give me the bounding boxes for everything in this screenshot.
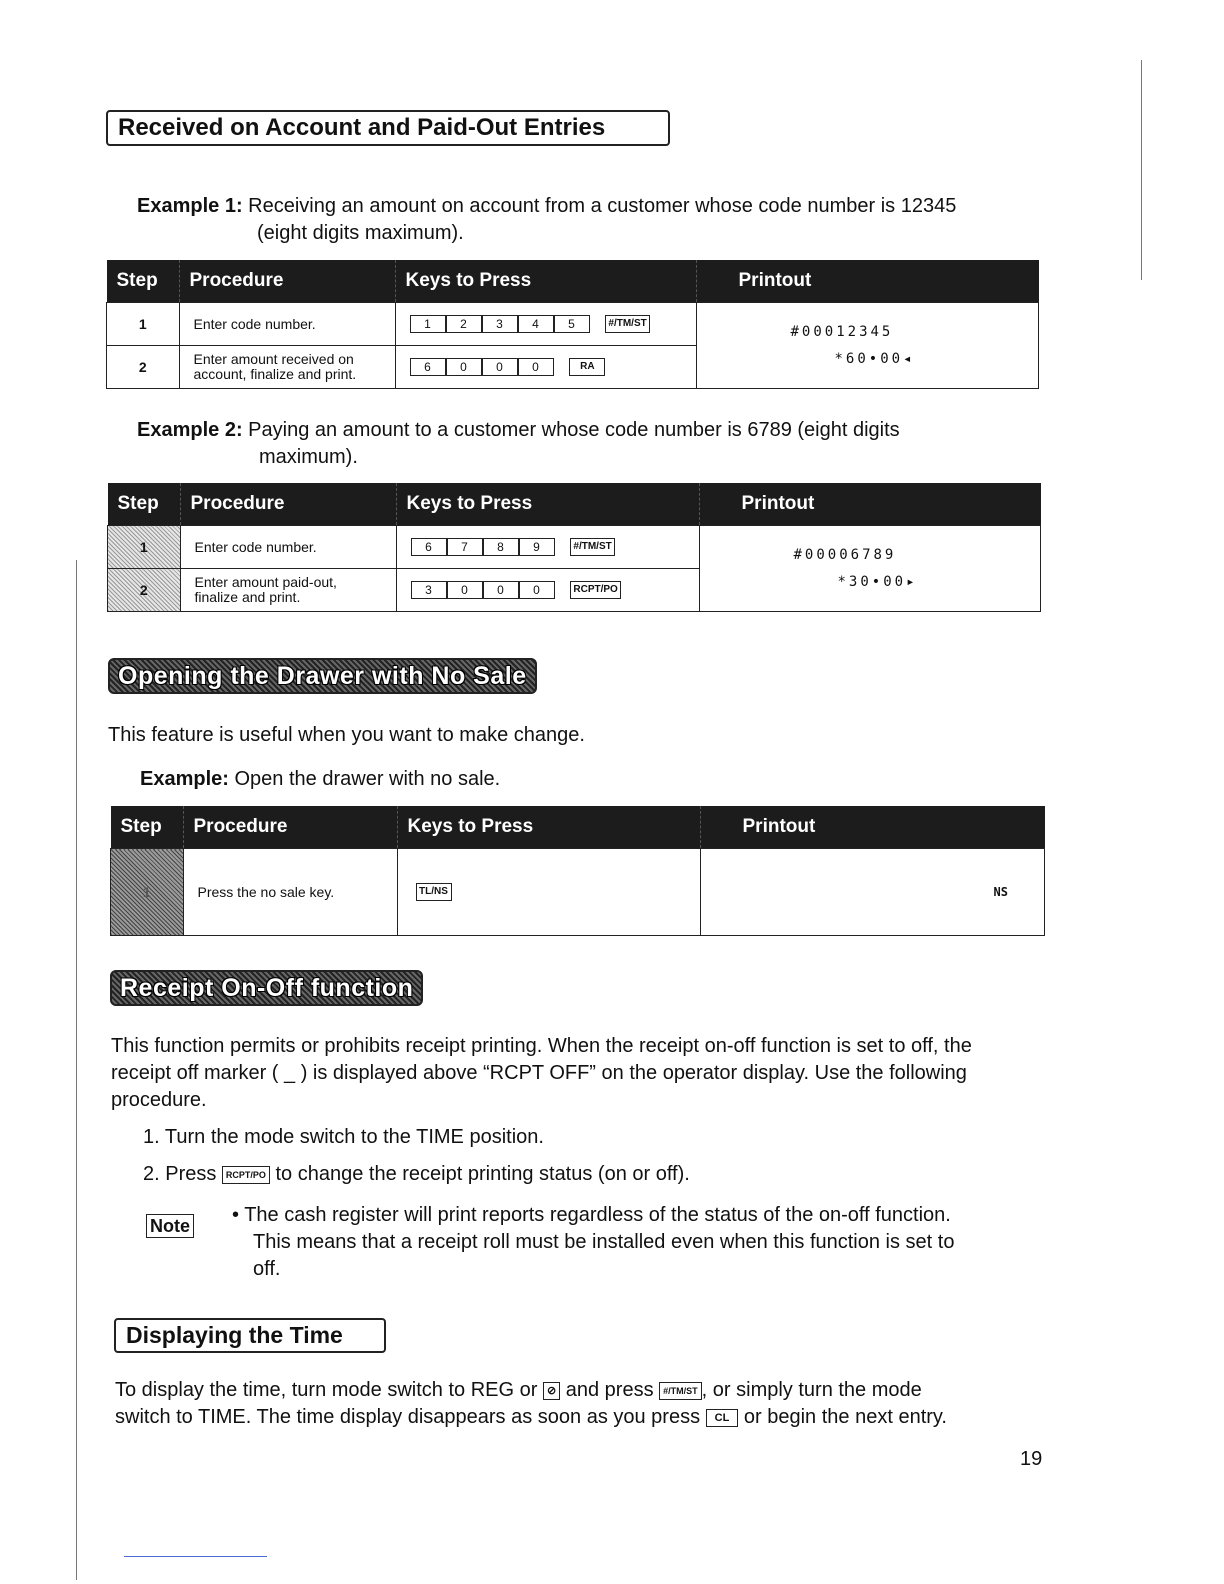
tm-st-key: #/TM/ST [570, 538, 614, 556]
key-3: 3 [411, 581, 447, 599]
procedure-text: Enter code number. [179, 303, 395, 346]
col-step: Step [107, 260, 180, 303]
note-line2: This means that a receipt roll must be installed even when this function is set to [253, 1231, 955, 1253]
keys-to-press [395, 346, 696, 389]
step-number: 1 [108, 526, 181, 569]
section-title-received-paid-out: Received on Account and Paid-Out Entries [106, 110, 670, 146]
example1-text: Receiving an amount on account from a customer whose code number is 12345 [248, 195, 957, 217]
procedure-text: Enter amount received on account, finalize and print. [179, 346, 395, 389]
key-1: 1 [410, 315, 446, 333]
printout-line-amount: *30•00▸ [837, 573, 918, 590]
section-title-no-sale: Opening the Drawer with No Sale [108, 658, 537, 694]
example2-text-cont: maximum). [259, 446, 358, 468]
key-7: 7 [447, 538, 483, 556]
example1 [137, 193, 1057, 247]
col-step: Step [108, 483, 181, 526]
printout-line-code: #00012345 [790, 323, 894, 340]
keys-to-press [395, 303, 696, 346]
left-margin-line [76, 560, 77, 1580]
key-3: 3 [482, 315, 518, 333]
keys-to-press [396, 569, 699, 612]
key-0: 0 [519, 581, 555, 599]
example1-label: Example 1: [137, 195, 243, 217]
tl-ns-key: TL/NS [416, 883, 452, 901]
cl-key: CL [706, 1409, 739, 1427]
section-title-displaying-time: Displaying the Time [114, 1318, 386, 1353]
table-row [108, 526, 1041, 569]
col-procedure: Procedure [183, 806, 397, 849]
section-title-receipt-on-off: Receipt On-Off function [110, 970, 423, 1006]
note-text [232, 1202, 1052, 1283]
time-line1-c: , or simply turn the mode [701, 1379, 922, 1401]
col-printout: Printout [700, 806, 1045, 849]
receipt-step-2 [143, 1161, 690, 1188]
rcpt-po-key: RCPT/PO [222, 1166, 270, 1184]
no-sale-example-label: Example: [140, 768, 229, 790]
receipt-paragraph [111, 1033, 1056, 1114]
procedure-text: Press the no sale key. [183, 849, 397, 936]
time-line2-a: switch to TIME. The time display disappears as soon as you press [115, 1406, 701, 1428]
printout: NS [700, 849, 1045, 936]
key-4: 4 [518, 315, 554, 333]
bottom-rule [124, 1556, 267, 1557]
receipt-para-line3: procedure. [111, 1089, 207, 1111]
right-margin-line [1141, 60, 1142, 280]
key-6: 6 [411, 538, 447, 556]
no-sale-intro: This feature is useful when you want to make change. [108, 724, 585, 746]
rcpt-po-key: RCPT/PO [570, 581, 620, 599]
col-printout: Printout [696, 260, 1039, 303]
example1-table [106, 260, 1039, 389]
no-sale-example [140, 766, 500, 793]
example2 [137, 417, 1057, 471]
col-printout: Printout [699, 483, 1041, 526]
no-sale-example-text: Open the drawer with no sale. [234, 768, 501, 790]
key-0: 0 [483, 581, 519, 599]
receipt-step-1: 1. Turn the mode switch to the TIME position. [143, 1126, 544, 1148]
note-label: Note [146, 1214, 194, 1238]
receipt-step-2-suffix: to change the receipt printing status (on or off). [275, 1163, 690, 1185]
step-number: 1 [111, 849, 184, 936]
receipt-step-2-prefix: 2. Press [143, 1163, 217, 1185]
step-number: 1 [107, 303, 180, 346]
key-8: 8 [483, 538, 519, 556]
key-0: 0 [447, 581, 483, 599]
tm-st-key: #/TM/ST [659, 1382, 702, 1400]
key-0: 0 [482, 358, 518, 376]
procedure-text: Enter amount paid-out, finalize and print. [180, 569, 396, 612]
printout [696, 303, 1039, 389]
tm-st-key: #/TM/ST [605, 315, 649, 333]
printout [699, 526, 1041, 612]
key-5: 5 [554, 315, 590, 333]
step-number: 2 [108, 569, 181, 612]
note-line1: • The cash register will print reports regardless of the status of the on-off function. [232, 1204, 951, 1226]
page-number: 19 [1020, 1448, 1043, 1470]
col-procedure: Procedure [179, 260, 395, 303]
time-line1-b: and press [565, 1379, 654, 1401]
col-step: Step [111, 806, 184, 849]
time-line1-a: To display the time, turn mode switch to REG or [115, 1379, 538, 1401]
void-key: ⊘ [543, 1382, 560, 1400]
ra-key: RA [569, 358, 605, 376]
example1-text-cont: (eight digits maximum). [257, 222, 464, 244]
step-number: 2 [107, 346, 180, 389]
printout-line-amount: *60•00◂ [834, 350, 915, 367]
keys-to-press [397, 849, 700, 936]
example2-label: Example 2: [137, 419, 243, 441]
col-keys: Keys to Press [395, 260, 696, 303]
key-0: 0 [518, 358, 554, 376]
key-9: 9 [519, 538, 555, 556]
table-row [107, 303, 1039, 346]
time-line2-b: or begin the next entry. [743, 1406, 947, 1428]
example2-table [107, 483, 1041, 612]
col-procedure: Procedure [180, 483, 396, 526]
receipt-para-line2: receipt off marker ( _ ) is displayed above “RCPT OFF” on the operator display. Use the following [111, 1062, 967, 1084]
table-row [111, 849, 1045, 936]
key-6: 6 [410, 358, 446, 376]
key-2: 2 [446, 315, 482, 333]
col-keys: Keys to Press [397, 806, 700, 849]
keys-to-press [396, 526, 699, 569]
printout-line-code: #00006789 [793, 546, 897, 563]
key-0: 0 [446, 358, 482, 376]
note-line3: off. [253, 1258, 281, 1280]
time-paragraph [115, 1377, 1055, 1431]
col-keys: Keys to Press [396, 483, 699, 526]
receipt-para-line1: This function permits or prohibits receipt printing. When the receipt on-off function is set to off, the [111, 1035, 972, 1057]
procedure-text: Enter code number. [180, 526, 396, 569]
no-sale-table [110, 806, 1045, 936]
example2-text: Paying an amount to a customer whose code number is 6789 (eight digits [248, 419, 900, 441]
